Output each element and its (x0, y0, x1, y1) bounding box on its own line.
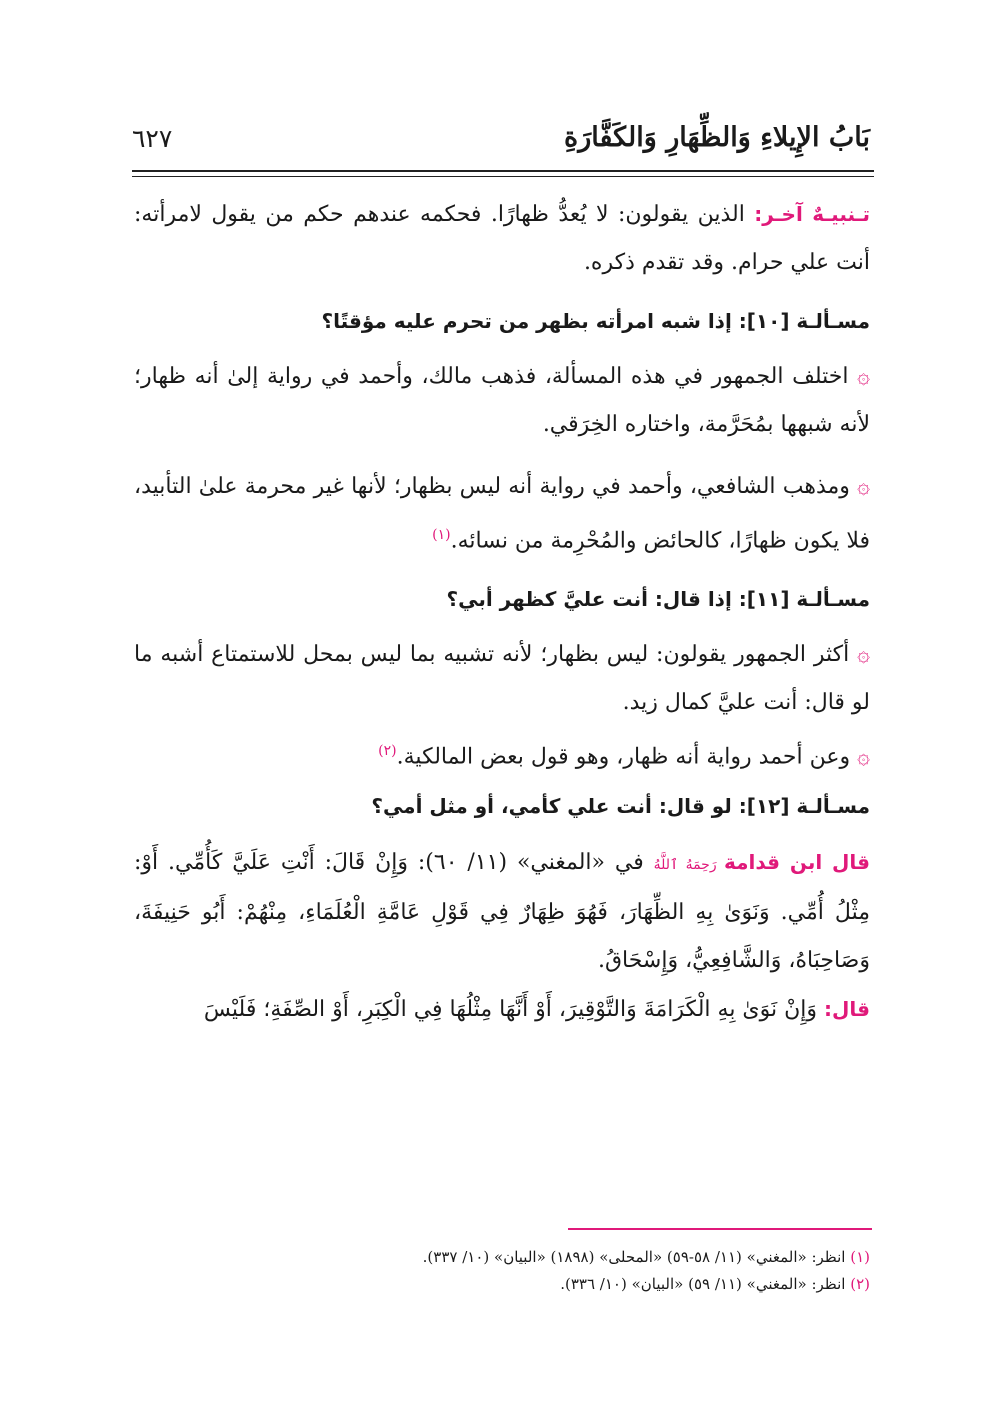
issue-title: إذا قال: أنت عليَّ كظهر أبي؟ (446, 587, 739, 612)
issue-label: مسـألـة [١١]: (738, 587, 870, 612)
paragraph-text: الذين يقولون: لا يُعدُّ ظهارًا. فحكمه عندهم حكم من يقول لامرأته: أنت علي حرام. وقد تقدم ذكره. (134, 202, 870, 275)
flower-icon: ۞ (857, 364, 870, 389)
issue-title: إذا شبه امرأته بظهر من تحرم عليه مؤقتًا؟ (321, 309, 739, 333)
page-number: ٦٢٧ (132, 124, 173, 153)
page-body (134, 190, 870, 1034)
issue-12-heading (134, 786, 870, 826)
note-paragraph (134, 190, 870, 287)
note-label: تـنبيـهٌ آخـر: (754, 202, 871, 226)
author-label: قال ابن قدامة (723, 849, 871, 874)
footnote-rule (568, 1228, 872, 1230)
flower-icon: ۞ (857, 744, 870, 770)
flower-icon: ۞ (857, 474, 870, 499)
paragraph-text: وعن أحمد رواية أنه ظهار، وهو قول بعض المالكية. (396, 744, 858, 770)
footnote-text: انظر: «المغني» (١١/ ٥٨-٥٩) «المحلى» (١٨٩٨) «البيان» (١٠/ ٣٣٧). (422, 1248, 851, 1266)
issue-title: لو قال: أنت علي كأمي، أو مثل أمي؟ (371, 793, 739, 818)
opinion-paragraph (134, 353, 870, 449)
quote-paragraph (134, 838, 870, 985)
flower-icon: ۞ (857, 642, 870, 668)
opinion-paragraph (134, 463, 870, 565)
page-header (132, 118, 870, 168)
issue-11-heading (134, 579, 870, 619)
issue-10-heading (134, 301, 870, 341)
issue-label: مسـألـة [١٠]: (738, 309, 870, 333)
opinion-paragraph (134, 727, 870, 781)
paragraph-text: اختلف الجمهور في هذه المسألة، فذهب مالك، وأحمد في رواية إلىٰ أنه ظهار؛ لأنه شبهها بمُحَرَّمة، واختاره الخِرَقي. (134, 364, 870, 437)
opinion-paragraph (134, 631, 870, 727)
footnote-number: (١) (850, 1248, 870, 1266)
footnote-item (134, 1271, 870, 1298)
footnote-item (134, 1244, 870, 1271)
footnotes (134, 1244, 870, 1298)
header-rule-thick (132, 170, 874, 172)
paragraph-text: ومذهب الشافعي، وأحمد في رواية أنه ليس بظهار؛ لأنها غير محرمة علىٰ التأبيد، فلا يكون ظهارًا، كالحائض والمُحْرِمة من نسائه. (134, 474, 870, 554)
footnote-ref[interactable]: (٢) (378, 743, 397, 760)
header-rule-thin (132, 176, 874, 177)
footnote-number: (٢) (850, 1275, 870, 1293)
quote-paragraph (134, 985, 870, 1034)
said-label: قال: (824, 996, 870, 1021)
honorific: رَحِمَهُ ٱللَّهُ (653, 856, 724, 873)
paragraph-text: في «المغني» (١١/ ٦٠): وَإِنْ قَالَ: أَنْتِ عَلَيَّ كَأُمِّي. أَوْ: مِثْلُ أُمِّي. وَنَوَىٰ بِهِ الظِّهَارَ، فَهُوَ ظِهَارٌ فِي قَوْلِ عَامَّةِ الْعُلَمَاءِ، مِنْهُمْ: أَبُو حَنِيفَةَ، وَصَاحِبَاهُ، وَالشَّافِعِيُّ، وَإِسْحَاقُ. (134, 849, 870, 973)
issue-label: مسـألـة [١٢]: (738, 793, 870, 818)
running-title: بَابُ الإِيلاءِ وَالظِّهَارِ وَالكَفَّارَةِ (564, 122, 870, 153)
footnote-ref[interactable]: (١) (432, 527, 451, 543)
paragraph-text: أكثر الجمهور يقولون: ليس بظهار؛ لأنه تشبيه بما ليس بمحل للاستمتاع أشبه ما لو قال: أنت عليَّ كمال زيد. (134, 642, 870, 716)
paragraph-text: وَإِنْ نَوَىٰ بِهِ الْكَرَامَةَ وَالتَّوْقِيرَ، أَوْ أَنَّهَا مِثْلُهَا فِي الْكِبَرِ، أَوْ الصِّفَةِ؛ فَلَيْسَ (203, 996, 825, 1022)
footnote-text: انظر: «المغني» (١١/ ٥٩) «البيان» (١٠/ ٣٣٦). (560, 1275, 851, 1293)
